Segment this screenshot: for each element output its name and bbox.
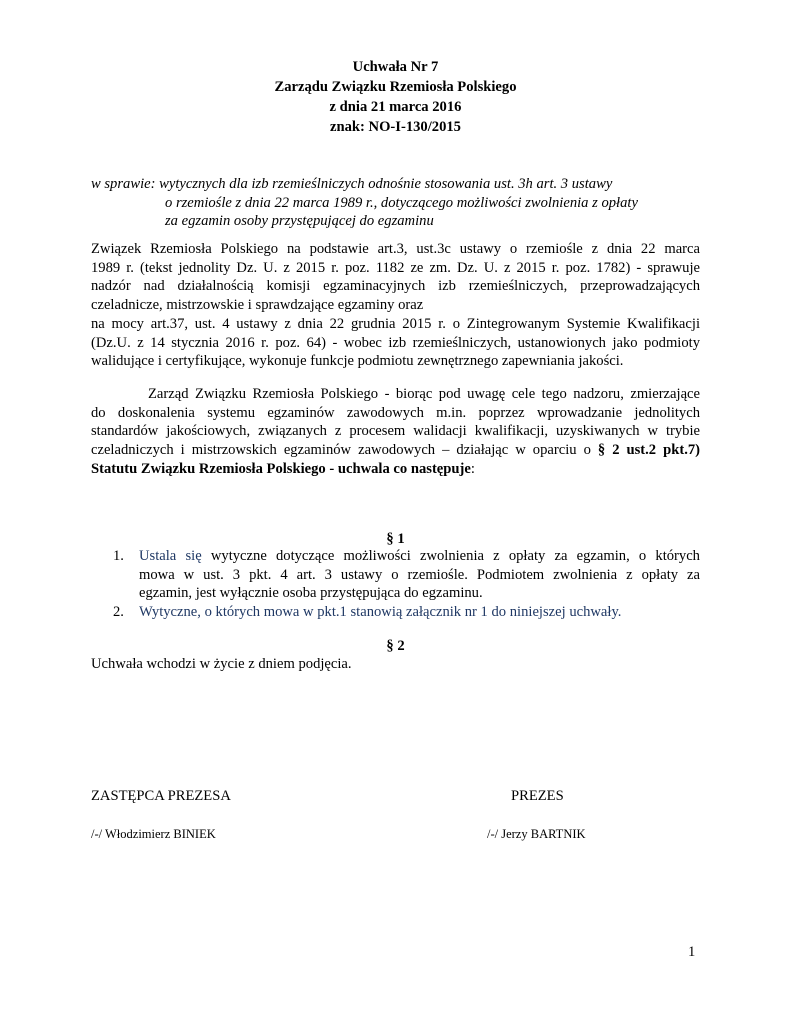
subject-line-3: za egzamin osoby przystępującej do egzaminu [165,213,434,229]
statute-reference: § 2 ust.2 pkt.7) [597,442,700,459]
document-header [0,57,791,137]
paragraph-line [91,441,700,460]
deputy-president-title: ZASTĘPCA PREZESA [91,788,231,804]
statute-name: Statutu Związku Rzemiosła Polskiego - uchwala co następuje [91,460,471,477]
list-line [139,547,700,566]
section-1-list [113,547,700,622]
list-line: Wytyczne, o których mowa w pkt.1 stanowią załącznik nr 1 do niniejszej uchwały. [139,604,622,621]
paragraph-line-text: czeladniczych i mistrzowskich egzaminów zawodowych – działając w oparciu o [91,442,591,459]
reference-sign: znak: NO-I-130/2015 [330,119,461,135]
colon: : [470,460,475,477]
paragraph-line: standardów jakościowych, związanych z procesem walidacji kwalifikacji, uzyskiwanych w trybie [91,423,700,440]
list-line: egzamin, jest wyłącznie osoba przystępująca do egzaminu. [139,585,483,602]
resolution-number: Uchwała Nr 7 [352,59,439,75]
highlighted-text: Ustala się [139,548,202,564]
paragraph-line: (Dz.U. z 14 stycznia 2016 r. poz. 64) - wobec izb rzemieślniczych, ustanowionych jako podmioty [91,334,700,351]
paragraph-line: 1989 r. (tekst jednolity Dz. U. z 2015 r. poz. 1182 ze zm. Dz. U. z 2015 r. poz. 1782) - sprawuje [91,259,700,276]
issuing-body: Zarządu Związku Rzemiosła Polskiego [274,79,517,95]
president-name: /-/ Jerzy BARTNIK [487,827,586,841]
paragraph-board-decision [91,385,700,479]
paragraph-line: czeladnicze, mistrzowskie i sprawdzające egzaminy oraz [91,297,424,314]
subject-block [91,175,711,231]
paragraph-line: do doskonalenia systemu egzaminów zawodowych m.in. poprzez wprowadzanie jednolitych [91,404,700,421]
paragraph-line: nadzór nad działalnością komisji egzaminacyjnych izb rzemieślniczych, przeprowadzających [91,278,700,295]
paragraph-line: Zarząd Związku Rzemiosła Polskiego - biorąc pod uwagę cele tego nadzoru, zmierzające [148,386,700,402]
subject-line-2: o rzemiośle z dnia 22 marca 1989 r., dotyczącego możliwości zwolnienia z opłaty [165,194,638,211]
list-item [113,603,700,622]
paragraph-line: na mocy art.37, ust. 4 ustawy z dnia 22 grudnia 2015 r. o Zintegrowanym Systemie Kwalifikacji [91,315,700,332]
list-text: wytyczne dotyczące możliwości zwolnienia z opłaty za egzamin, o których [201,548,700,564]
section-2-heading: § 2 [386,638,405,654]
resolution-date: z dnia 21 marca 2016 [329,99,462,115]
paragraph-line: walidujące i certyfikujące, wykonuje funkcje podmiotu zewnętrznego zapewniania jakości. [91,353,624,370]
effective-clause: Uchwała wchodzi w życie z dniem podjęcia. [91,656,352,672]
paragraph-line: Związek Rzemiosła Polskiego na podstawie art.3, ust.3c ustawy o rzemiośle z dnia 22 marca [91,241,700,257]
list-line: mowa w ust. 3 pkt. 4 art. 3 ustawy o rzemiośle. Podmiotem zwolnienia z opłaty za [139,566,700,583]
list-item [113,547,700,603]
list-number: 1. [113,548,124,564]
paragraph-legal-basis [91,240,700,371]
subject-line-1: w sprawie: wytycznych dla izb rzemieślniczych odnośnie stosowania ust. 3h art. 3 ustawy [91,176,613,192]
section-1-heading: § 1 [386,531,405,547]
president-title: PREZES [511,788,564,804]
page-number: 1 [688,944,696,960]
deputy-president-name: /-/ Włodzimierz BINIEK [91,827,216,841]
list-number: 2. [113,604,124,621]
paragraph-line [91,460,700,479]
